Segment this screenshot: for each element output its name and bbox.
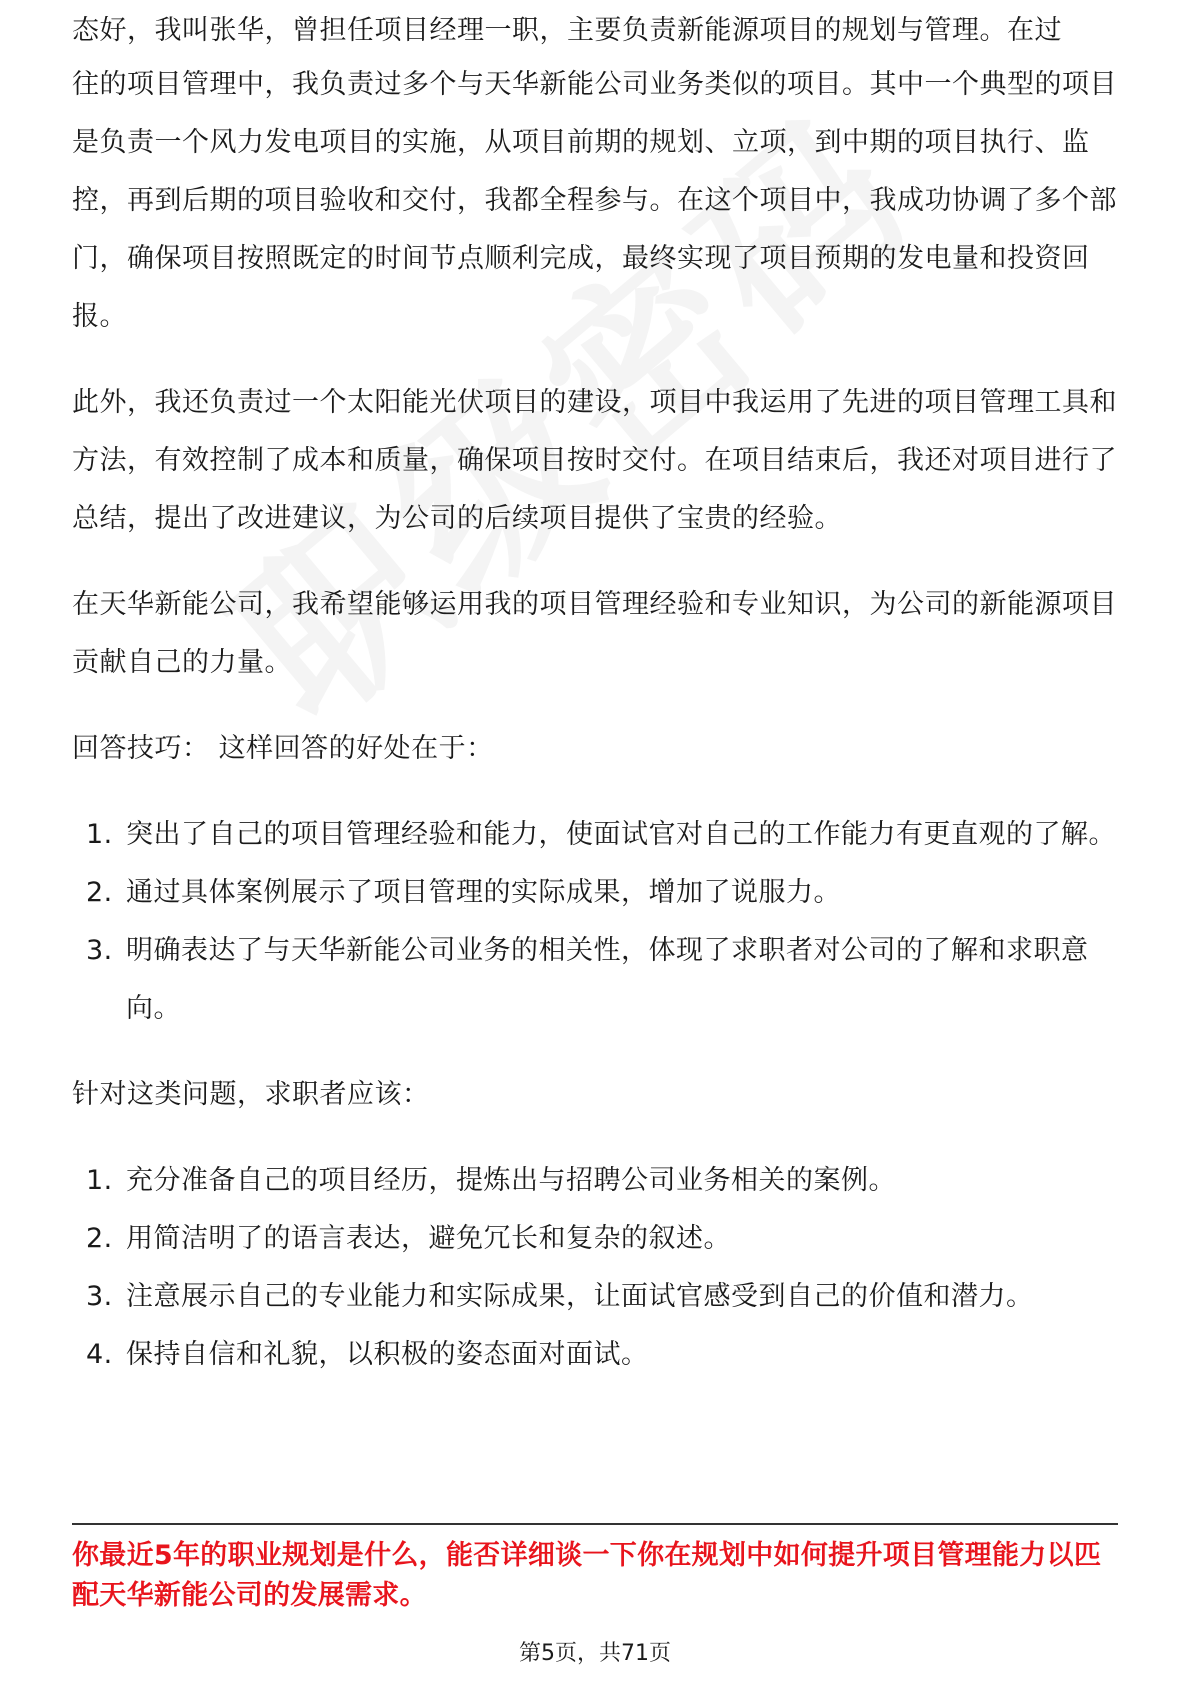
tips-list: [72, 806, 1118, 1038]
list-item: [72, 864, 1118, 922]
section-divider: [72, 1523, 1118, 1525]
list-text: 突出了自己的项目管理经验和能力，使面试官对自己的工作能力有更直观的了解。: [126, 819, 1116, 850]
page-number: 第5页，共71页: [519, 1641, 671, 1666]
list-item: [72, 1268, 1118, 1326]
paragraph-project-experience: 往的项目管理中，我负责过多个与天华新能公司业务类似的项目。其中一个典型的项目是负责一个风力发电项目的实施，从项目前期的规划、立项，到中期的项目执行、监控，再到后期的项目验收和交付，我都全程参与。在这个项目中，我成功协调了多个部门，确保项目按照既定的时间节点顺利完成，最终实现了项目预期的发电量和投资回报。: [72, 69, 1117, 332]
paragraph-solar-project: 此外，我还负责过一个太阳能光伏项目的建设，项目中我运用了先进的项目管理工具和方法，有效控制了成本和质量，确保项目按时交付。在项目结束后，我还对项目进行了总结，提出了改进建议，为公司的后续项目提供了宝贵的经验。: [72, 387, 1117, 534]
list-item: [72, 922, 1118, 1038]
list-number: 2.: [86, 1223, 113, 1254]
list-text: 充分准备自己的项目经历，提炼出与招聘公司业务相关的案例。: [126, 1165, 896, 1196]
list-item: [72, 806, 1118, 864]
list-number: 3.: [86, 1281, 113, 1312]
list-item: [72, 1210, 1118, 1268]
paragraph-contribution: 在天华新能公司，我希望能够运用我的项目管理经验和专业知识，为公司的新能源项目贡献自己的力量。: [72, 589, 1117, 678]
list-number: 3.: [86, 935, 113, 966]
list-number: 1.: [86, 819, 113, 850]
list-text: 用简洁明了的语言表达，避免冗长和复杂的叙述。: [126, 1223, 731, 1254]
next-question-heading: 你最近5年的职业规划是什么，能否详细谈一下你在规划中如何提升项目管理能力以匹配天华新能公司的发展需求。: [72, 1540, 1102, 1611]
tips-heading: 回答技巧： 这样回答的好处在于：: [72, 733, 494, 764]
list-text: 明确表达了与天华新能公司业务的相关性，体现了求职者对公司的了解和求职意向。: [126, 935, 1089, 1024]
list-number: 4.: [86, 1339, 113, 1370]
list-item: [72, 1152, 1118, 1210]
advice-list: [72, 1152, 1118, 1384]
list-text: 保持自信和礼貌，以积极的姿态面对面试。: [126, 1339, 649, 1370]
document-body: [72, 16, 1118, 1412]
advice-heading: 针对这类问题，求职者应该：: [72, 1079, 430, 1110]
paragraph-intro-cut-line: 态好，我叫张华，曾担任项目经理一职，主要负责新能源项目的规划与管理。在过: [72, 16, 1062, 46]
list-text: 通过具体案例展示了项目管理的实际成果，增加了说服力。: [126, 877, 841, 908]
list-number: 1.: [86, 1165, 113, 1196]
list-text: 注意展示自己的专业能力和实际成果，让面试官感受到自己的价值和潜力。: [126, 1281, 1034, 1312]
list-item: [72, 1326, 1118, 1384]
list-number: 2.: [86, 877, 113, 908]
